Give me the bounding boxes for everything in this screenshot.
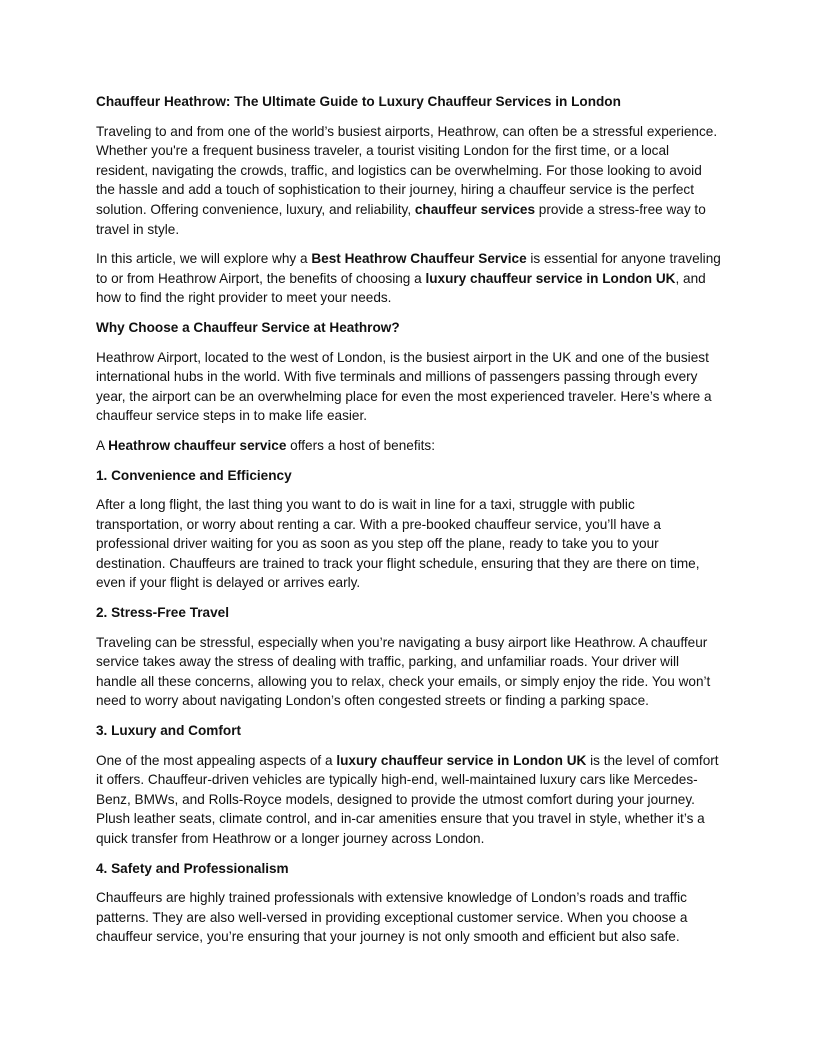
intro-paragraph (96, 122, 722, 240)
section-body-convenience: After a long flight, the last thing you want to do is wait in line for a taxi, struggle with public transportation, or worry about renting a car. With a pre-booked chauffeur service, you’ll have a professional driver waiting for you as soon as you step off the plane, ready to take you to your destination. Chauffeurs are trained to track your flight schedule, ensuring that they are there on time, even if your flight is delayed or arrives early. (96, 497, 700, 591)
intro-text-end: provide a stress-free way to travel in style. (96, 201, 706, 237)
section-heading-convenience: 1. Convenience and Efficiency (96, 467, 292, 483)
overview-text-3: , and how to find the right provider to meet your needs. (96, 270, 706, 306)
overview-text-1: In this article, we will explore why a (96, 251, 312, 267)
section-heading-luxury: 3. Luxury and Comfort (96, 723, 242, 739)
overview-bold-best-heathrow: Best Heathrow Chauffeur Service (311, 251, 527, 267)
overview-bold-luxury-london: luxury chauffeur service in London UK (425, 270, 676, 286)
benefits-intro-text: A (96, 437, 109, 453)
section-body-safety: Chauffeurs are highly trained professionals with extensive knowledge of London’s roads and traffic patterns. They are also well-versed in providing exceptional customer service. When you choose a chauffeur service, you’re ensuring that your journey is not only smooth and efficient but also safe. (96, 890, 688, 945)
section-body-luxury (96, 751, 722, 849)
overview-text-2: is essential for anyone traveling to or from Heathrow Airport, the benefits of choosing a (96, 251, 721, 286)
article-overview-paragraph (96, 249, 722, 308)
why-choose-paragraph: Heathrow Airport, located to the west of London, is the busiest airport in the UK and one of the busiest international hubs in the world. With five terminals and millions of passengers passing through every year, the airport can be an overwhelming place for even the most experienced traveler. Here’s where a chauffeur service steps in to make life easier. (96, 349, 712, 424)
intro-text: Traveling to and from one of the world’s busiest airports, Heathrow, can often be a stressful experience. Whether you're a frequent business traveler, a tourist visiting London for the first time, or a local resident, navigating the crowds, traffic, and logistics can be overwhelming. For those looking to avoid the hassle and add a touch of sophistication to their journey, hiring a chauffeur service is the perfect solution. Offering convenience, luxury, and reliability, (96, 123, 718, 217)
benefits-intro-text-end: offers a host of benefits: (286, 437, 436, 453)
document-title: Chauffeur Heathrow: The Ultimate Guide to Luxury Chauffeur Services in London (96, 94, 621, 109)
why-choose-heading: Why Choose a Chauffeur Service at Heathrow? (96, 319, 400, 335)
luxury-text: One of the most appealing aspects of a (96, 752, 337, 768)
document-page (96, 92, 722, 957)
luxury-bold: luxury chauffeur service in London UK (336, 752, 587, 768)
luxury-text-end: is the level of comfort it offers. Chauffeur-driven vehicles are typically high-end, well-maintained luxury cars like Mercedes-Benz, BMWs, and Rolls-Royce models, designed to provide the utmost comfort during your journey. Plush leather seats, climate control, and in-car amenities ensure that you travel in style, whether it’s a quick transfer from Heathrow or a longer journey across London. (96, 752, 719, 846)
section-heading-safety: 4. Safety and Professionalism (96, 860, 289, 876)
benefits-intro-paragraph (96, 436, 722, 456)
benefits-intro-bold: Heathrow chauffeur service (108, 437, 287, 453)
section-body-stress-free: Traveling can be stressful, especially when you’re navigating a busy airport like Heathrow. A chauffeur service takes away the stress of dealing with traffic, parking, and unfamiliar roads. Your driver will handle all these concerns, allowing you to relax, check your emails, or simply enjoy the ride. You won’t need to worry about navigating London’s often congested streets or finding a parking space. (96, 634, 711, 709)
intro-bold-chauffeur-services: chauffeur services (414, 201, 536, 217)
section-heading-stress-free: 2. Stress-Free Travel (96, 605, 229, 621)
